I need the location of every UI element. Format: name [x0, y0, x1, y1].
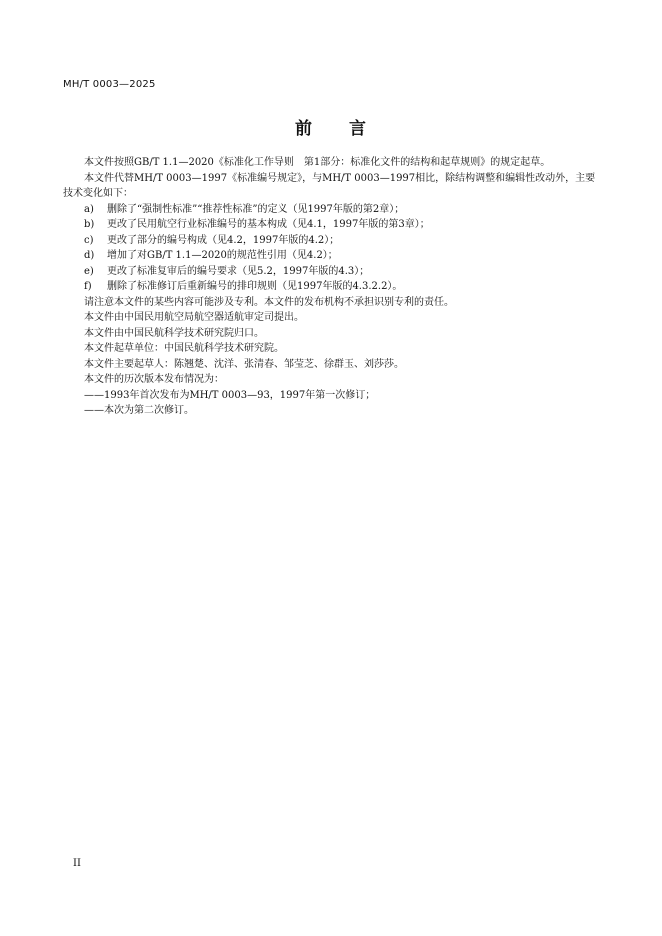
- list-marker: c): [84, 234, 94, 246]
- list-item-text: 删除了标准修订后重新编号的排印规则（见1997年版的4.3.2.2）。: [107, 281, 403, 292]
- list-item-text: 更改了标准复审后的编号要求（见5.2，1997年版的4.3）；: [107, 265, 370, 277]
- list-item: [63, 217, 603, 233]
- paragraph-drafting-unit: 本文件起草单位：中国民航科学技术研究院。: [84, 343, 284, 354]
- paragraph-responsible-body: 本文件由中国民航科学技术研究院归口。: [84, 327, 264, 339]
- list-item: [63, 279, 603, 295]
- page-number: II: [73, 858, 81, 869]
- list-marker: e): [84, 265, 94, 277]
- list-marker: a): [84, 203, 94, 215]
- paragraph-patent-notice: 请注意本文件的某些内容可能涉及专利。本文件的发布机构不承担识别专利的责任。: [84, 296, 454, 308]
- changes-list: [63, 202, 603, 295]
- history-item: ——本次为第二次修订。: [84, 405, 194, 416]
- history-item: ——1993年首次发布为MH/T 0003—93，1997年第一次修订；: [84, 389, 376, 401]
- list-item-text: 增加了对GB/T 1.1—2020的规范性引用（见4.2）；: [107, 250, 338, 261]
- list-marker: f): [84, 281, 92, 292]
- paragraph-replacement: 本文件代替MH/T 0003—1997《标准编号规定》，与MH/T 0003—1997相比，除结构调整和编辑性改动外，主要技术变化如下：: [63, 172, 596, 199]
- list-item-text: 更改了部分的编号构成（见4.2，1997年版的4.2）；: [107, 234, 340, 246]
- foreword-body: [63, 155, 603, 419]
- list-item: [63, 202, 603, 218]
- title-char-1: 前: [295, 119, 313, 139]
- paragraph-drafting-basis: 本文件按照GB/T 1.1—2020《标准化工作导则 第1部分：标准化文件的结构和起草规则》的规定起草。: [84, 157, 551, 168]
- section-title: [0, 114, 662, 139]
- paragraph-history-intro: 本文件的历次版本发布情况为：: [84, 374, 224, 385]
- list-marker: d): [84, 250, 95, 261]
- list-item-text: 删除了“强制性标准”“推荐性标准”的定义（见1997年版的第2章）；: [107, 203, 405, 215]
- list-item-text: 更改了民用航空行业标准编号的基本构成（见4.1，1997年版的第3章）；: [107, 219, 430, 230]
- history-list: [63, 388, 603, 419]
- title-char-2: 言: [349, 119, 367, 139]
- list-item: [63, 233, 603, 249]
- list-item: [63, 248, 603, 264]
- list-item: [63, 264, 603, 280]
- list-marker: b): [84, 219, 95, 230]
- paragraph-proposer: 本文件由中国民用航空局航空器适航审定司提出。: [84, 312, 304, 323]
- document-code-header: MH/T 0003—2025: [63, 79, 156, 90]
- paragraph-drafters: 本文件主要起草人：陈翘楚、沈洋、张清春、邹莹芝、徐群玉、刘莎莎。: [84, 358, 404, 370]
